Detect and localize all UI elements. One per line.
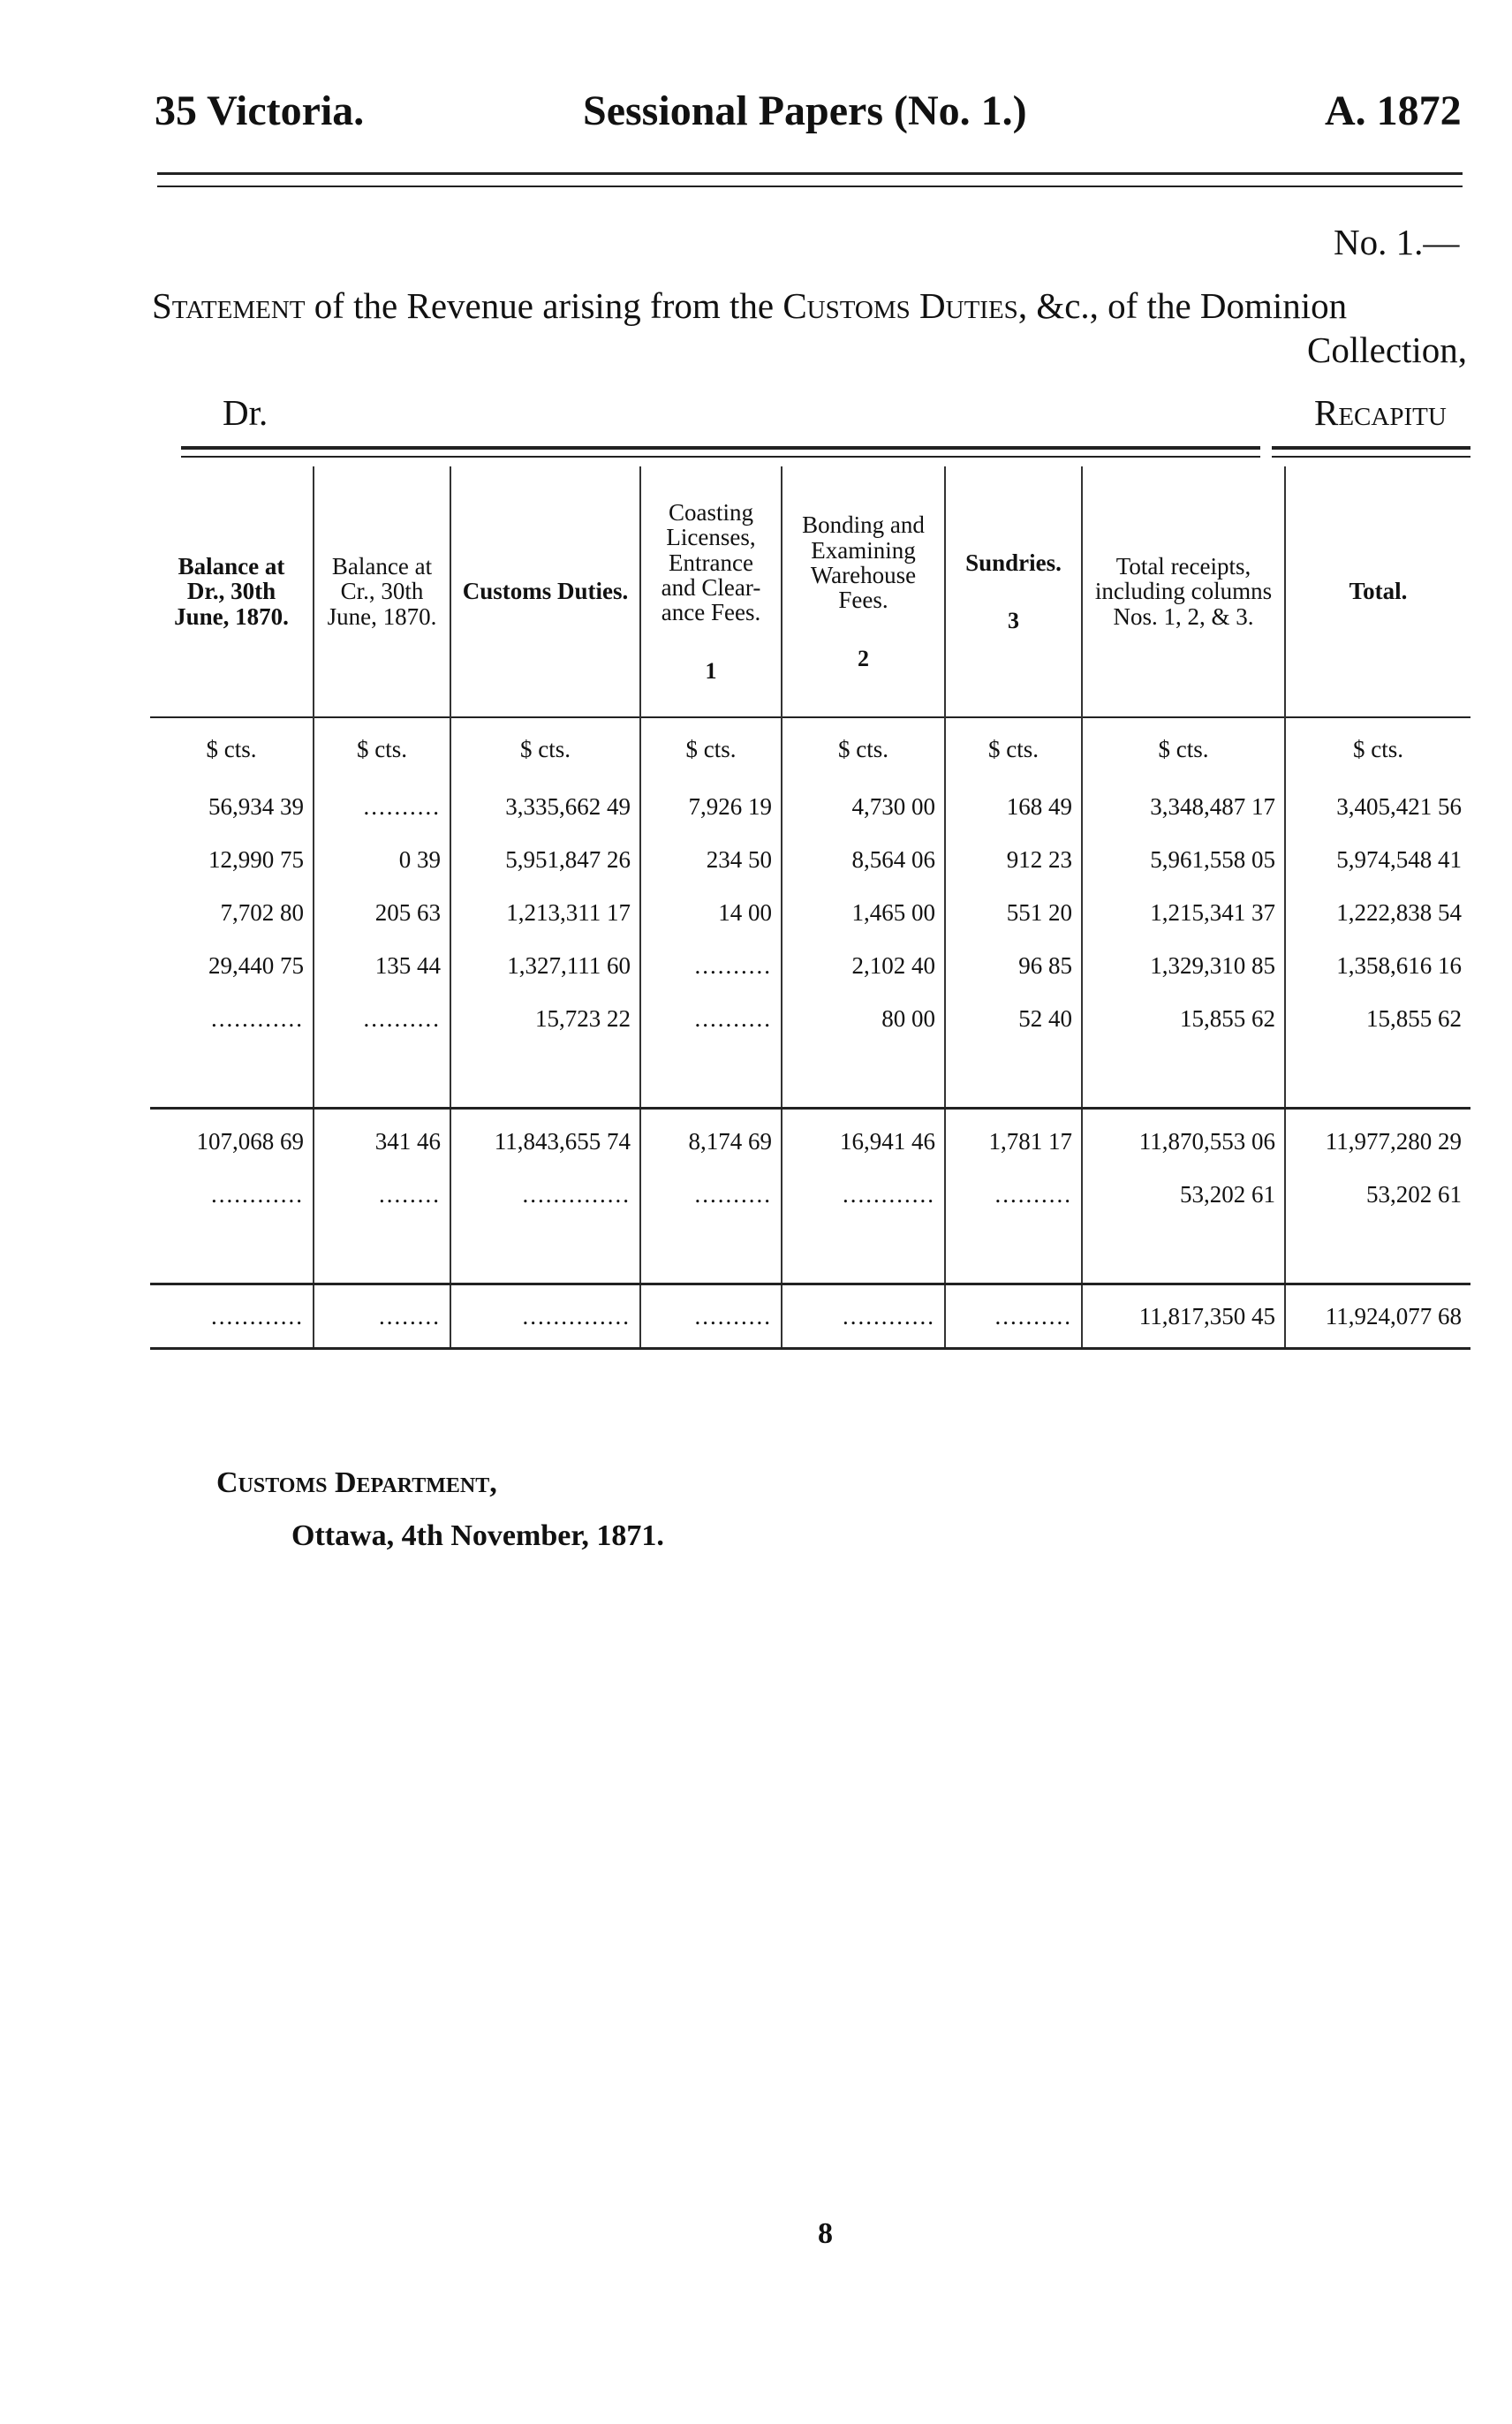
header-rule-bottom [157, 186, 1463, 187]
table-top-rule-2 [181, 456, 1260, 458]
table-cell: 168 49 [945, 780, 1082, 833]
deduction-cell: ............ [150, 1168, 314, 1221]
header-right: A. 1872 [1325, 87, 1462, 134]
net-cell: .......... [640, 1284, 782, 1349]
units-row [150, 717, 1470, 780]
table-header-row [150, 466, 1470, 717]
table-cell: 4,730 00 [782, 780, 945, 833]
statement-lead: Statement [152, 285, 306, 326]
total-cell: 11,843,655 74 [450, 1109, 640, 1169]
table-cell: 12,990 75 [150, 833, 314, 886]
statement-title [152, 284, 1347, 327]
table-cell: 15,723 22 [450, 992, 640, 1045]
statement-line-2: Collection, [1307, 330, 1468, 370]
deduction-row [150, 1168, 1470, 1221]
statement-text-2: , &c., of the Dominion [1017, 285, 1348, 326]
table-row [150, 992, 1470, 1045]
table-cell: 1,222,838 54 [1336, 898, 1462, 926]
table-cell: 52 40 [945, 992, 1082, 1045]
table-spacer-row [150, 1221, 1470, 1284]
total-cell: 341 46 [314, 1109, 450, 1169]
unit-cell: $ cts. [450, 717, 640, 780]
table-cell: 5,951,847 26 [450, 833, 640, 886]
net-cell: .............. [450, 1284, 640, 1349]
header-left: 35 Victoria. [155, 87, 365, 134]
table-cell: 912 23 [945, 833, 1082, 886]
net-cell: 11,817,350 45 [1082, 1284, 1285, 1349]
footer-department: Customs Department, [216, 1466, 497, 1499]
table-cell: 7,702 80 [150, 886, 314, 939]
unit-cell: $ cts. [314, 717, 450, 780]
header-total: Total. [1349, 578, 1408, 605]
deduction-cell: .......... [640, 1168, 782, 1221]
table-cell: 80 00 [782, 992, 945, 1045]
table-cell: .......... [314, 780, 450, 833]
table-row [150, 833, 1470, 886]
header-bonding-fees: Bonding and Examining Warehouse Fees. 2 [782, 466, 945, 717]
table-cell: 56,934 39 [150, 780, 314, 833]
column-number-2: 2 [858, 645, 869, 671]
recapitulation-label: Recapitu [1314, 392, 1447, 433]
table-cell: 15,855 62 [1082, 992, 1285, 1045]
table-top-rule-3 [1272, 446, 1470, 450]
total-cell: 11,977,280 29 [1285, 1109, 1470, 1169]
statement-customs: Customs Duties [782, 285, 1018, 326]
total-cell: 1,781 17 [945, 1109, 1082, 1169]
table-cell: 29,440 75 [150, 939, 314, 992]
header-rule-top [157, 172, 1463, 175]
header-customs-duties: Customs Duties. [450, 466, 640, 717]
dr-label: Dr. [223, 392, 268, 433]
header-balance-dr: Balance at Dr., 30th June, 1870. [150, 466, 314, 717]
table-cell: 234 50 [640, 833, 782, 886]
total-cell: 11,870,553 06 [1082, 1109, 1285, 1169]
table-cell: .......... [314, 992, 450, 1045]
table-top-rule-4 [1272, 456, 1470, 458]
total-cell: 16,941 46 [782, 1109, 945, 1169]
column-number-1: 1 [705, 657, 717, 684]
column-number-3: 3 [1008, 608, 1019, 634]
table-cell: 1,215,341 37 [1082, 886, 1285, 939]
deduction-cell: 53,202 61 [1366, 1180, 1462, 1208]
table-cell: 3,348,487 17 [1082, 780, 1285, 833]
header-total-receipts: Total receipts, including columns Nos. 1, 2, & 3. [1082, 466, 1285, 717]
header-sundries: Sundries. 3 [945, 466, 1082, 717]
table-cell: 14 00 [640, 886, 782, 939]
table-cell: ............ [150, 992, 314, 1045]
table-cell: 15,855 62 [1366, 1004, 1462, 1032]
table-cell: 3,405,421 56 [1336, 792, 1462, 820]
unit-cell: $ cts. [640, 717, 782, 780]
page-number: 8 [818, 2217, 833, 2250]
deduction-cell: .............. [450, 1168, 640, 1221]
table-cell: 1,329,310 85 [1082, 939, 1285, 992]
revenue-table [150, 466, 1470, 1350]
table-cell: 8,564 06 [782, 833, 945, 886]
table-cell: 7,926 19 [640, 780, 782, 833]
unit-cell: $ cts. [945, 717, 1082, 780]
deduction-cell: .......... [945, 1168, 1082, 1221]
unit-cell: $ cts. [1082, 717, 1285, 780]
footer-place-date: Ottawa, 4th November, 1871. [291, 1519, 664, 1552]
table-cell: 1,327,111 60 [450, 939, 640, 992]
table-cell: .......... [640, 939, 782, 992]
table-cell: 0 39 [314, 833, 450, 886]
table-cell: .......... [640, 992, 782, 1045]
net-cell: ............ [150, 1284, 314, 1349]
header-center: Sessional Papers (No. 1.) [583, 87, 1027, 134]
unit-cell: $ cts. [150, 717, 314, 780]
table-row [150, 886, 1470, 939]
deduction-cell: 53,202 61 [1082, 1168, 1285, 1221]
table-cell: 205 63 [314, 886, 450, 939]
deduction-cell: ............ [782, 1168, 945, 1221]
total-cell: 8,174 69 [640, 1109, 782, 1169]
document-number: No. 1.— [1334, 222, 1460, 262]
net-cell: 11,924,077 68 [1285, 1284, 1470, 1349]
table-cell: 1,213,311 17 [450, 886, 640, 939]
table-cell: 5,974,548 41 [1336, 845, 1462, 873]
total-cell: 107,068 69 [150, 1109, 314, 1169]
net-cell: .......... [945, 1284, 1082, 1349]
net-cell: ............ [782, 1284, 945, 1349]
table-cell: 551 20 [945, 886, 1082, 939]
statement-text-1: of the Revenue arising from the [305, 285, 783, 326]
table-spacer-row [150, 1045, 1470, 1109]
table-cell: 135 44 [314, 939, 450, 992]
table-top-rule-1 [181, 446, 1260, 450]
net-cell: ........ [314, 1284, 450, 1349]
table-cell: 5,961,558 05 [1082, 833, 1285, 886]
header-balance-cr: Balance at Cr., 30th June, 1870. [314, 466, 450, 717]
totals-row [150, 1109, 1470, 1169]
table-cell: 1,465 00 [782, 886, 945, 939]
table-row [150, 939, 1470, 992]
net-row [150, 1284, 1470, 1349]
table-cell: 2,102 40 [782, 939, 945, 992]
unit-cell: $ cts. [782, 717, 945, 780]
table-cell: 96 85 [945, 939, 1082, 992]
table-row [150, 780, 1470, 833]
table-cell: 1,358,616 16 [1336, 951, 1462, 979]
header-coasting-licenses: Coasting Licenses, Entrance and Clear-ance Fees. 1 [640, 466, 782, 717]
deduction-cell: ........ [314, 1168, 450, 1221]
unit-cell: $ cts. [1285, 717, 1470, 780]
table-cell: 3,335,662 49 [450, 780, 640, 833]
